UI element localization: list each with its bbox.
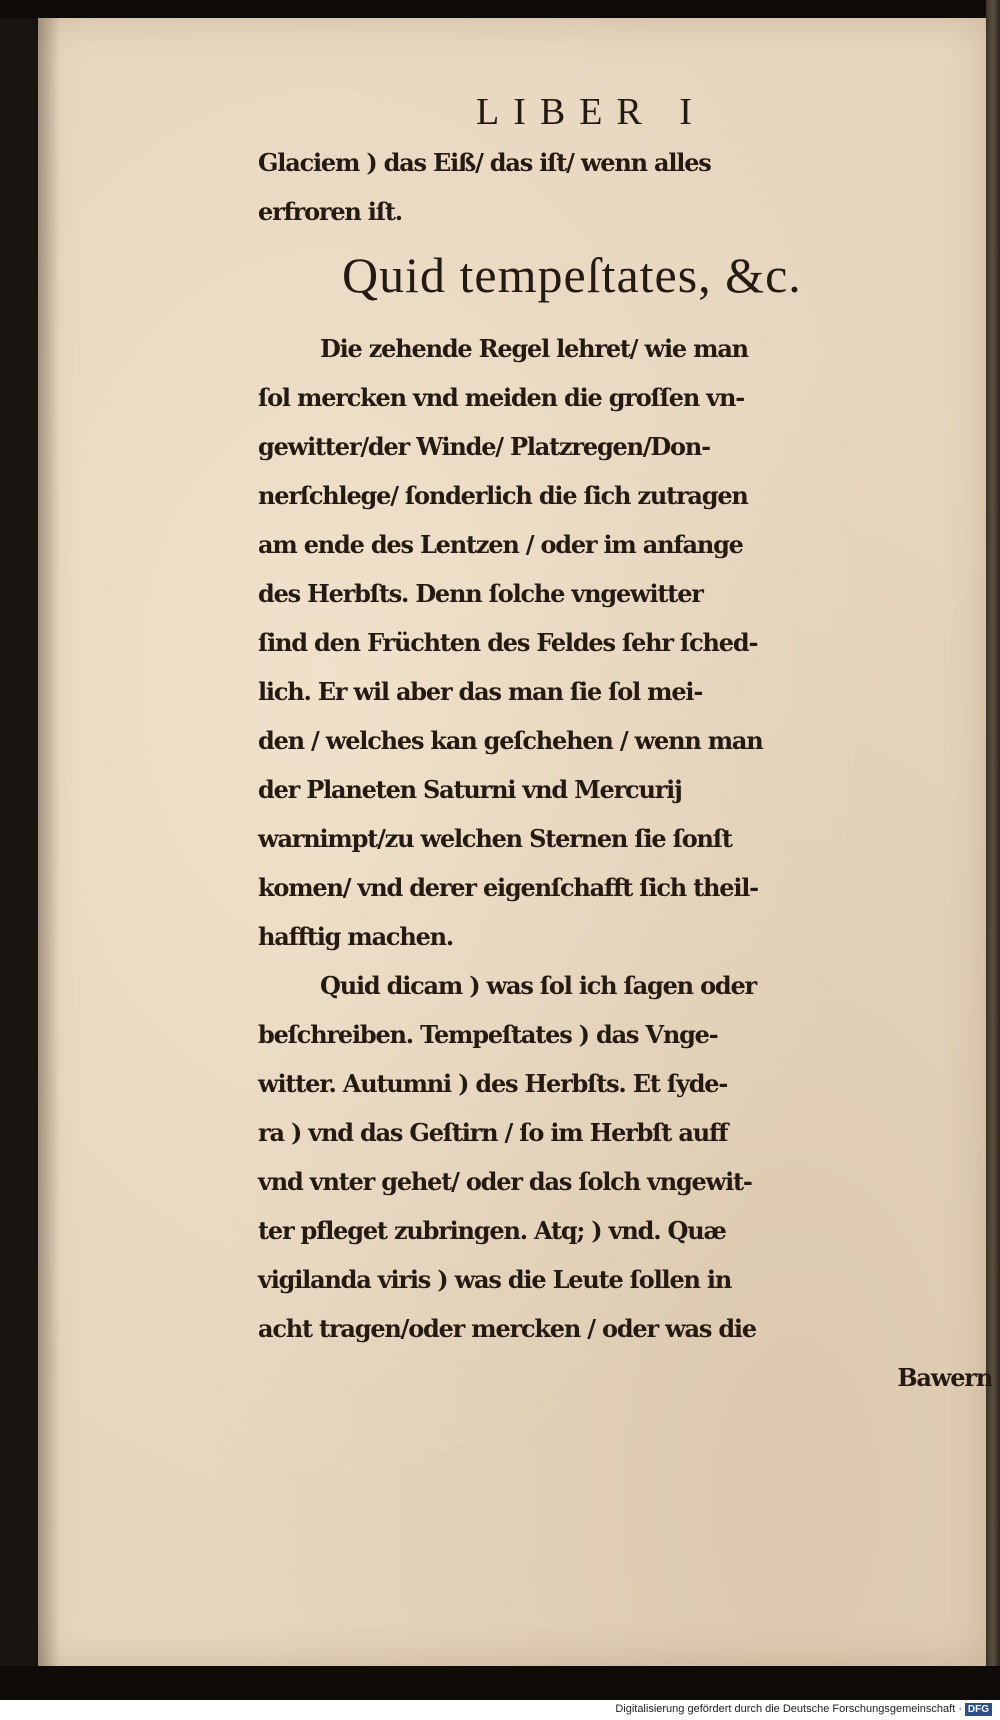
text-line: ſind den Früchten des Feldes ſehr ſched-	[258, 628, 758, 657]
scan-top-border	[0, 0, 1000, 18]
page-gutter-shadow	[38, 18, 60, 1666]
text-line: den / welches kan geſchehen / wenn man	[258, 726, 763, 755]
text-line: der Planeten Saturni vnd Mercurij	[258, 775, 682, 804]
dfg-logo: DFG	[965, 1703, 992, 1716]
text-line: warnimpt/zu welchen Sternen ſie ſonſt	[258, 824, 732, 853]
text-line: beſchreiben. Tempeſtates ) das Vnge-	[258, 1020, 718, 1049]
scan-bottom-border	[0, 1666, 1000, 1700]
text-line: acht tragen/oder mercken / oder was die	[258, 1314, 756, 1343]
funding-credit: Digitalisierung gefördert durch die Deutsche Forschungsgemeinschaft ·	[615, 1703, 962, 1715]
text-line: gewitter/der Winde/ Platzregen/Don-	[258, 432, 710, 461]
text-line: witter. Autumni ) des Herbſts. Et ſyde-	[258, 1069, 728, 1098]
running-header: LIBER I	[476, 91, 706, 133]
text-line: ra ) vnd das Geſtirn / ſo im Herbſt auff	[258, 1118, 728, 1147]
section-subheading: Quid tempeſtates, &c.	[342, 247, 802, 303]
text-line: vnd vnter gehet/ oder das ſolch vngewit-	[258, 1167, 752, 1196]
text-line: erfroren iſt.	[258, 197, 402, 226]
text-line: lich. Er wil aber das man ſie ſol mei-	[258, 677, 703, 706]
text-line: ſol mercken vnd meiden die groſſen vn-	[258, 383, 745, 412]
text-line: des Herbſts. Denn ſolche vngewitter	[258, 579, 703, 608]
footer-bar	[0, 1700, 1000, 1720]
text-line: Quid dicam ) was ſol ich ſagen oder	[320, 971, 756, 1000]
text-line: hafftig machen.	[258, 922, 454, 951]
page-text	[258, 86, 998, 1402]
text-line: ter pfleget zubringen. Atq; ) vnd. Quæ	[258, 1216, 726, 1245]
text-line: komen/ vnd derer eigenſchafft ſich theil-	[258, 873, 758, 902]
text-line: nerſchlege/ ſonderlich die ſich zutragen	[258, 481, 748, 510]
text-line: vigilanda viris ) was die Leute ſollen in	[258, 1265, 732, 1294]
text-line: am ende des Lentzen / oder im anfange	[258, 530, 743, 559]
catchword: Bawern	[897, 1363, 992, 1392]
text-line: Die zehende Regel lehret/ wie man	[320, 334, 748, 363]
text-line: Glaciem ) das Eiß/ das iſt/ wenn alles	[258, 148, 711, 177]
